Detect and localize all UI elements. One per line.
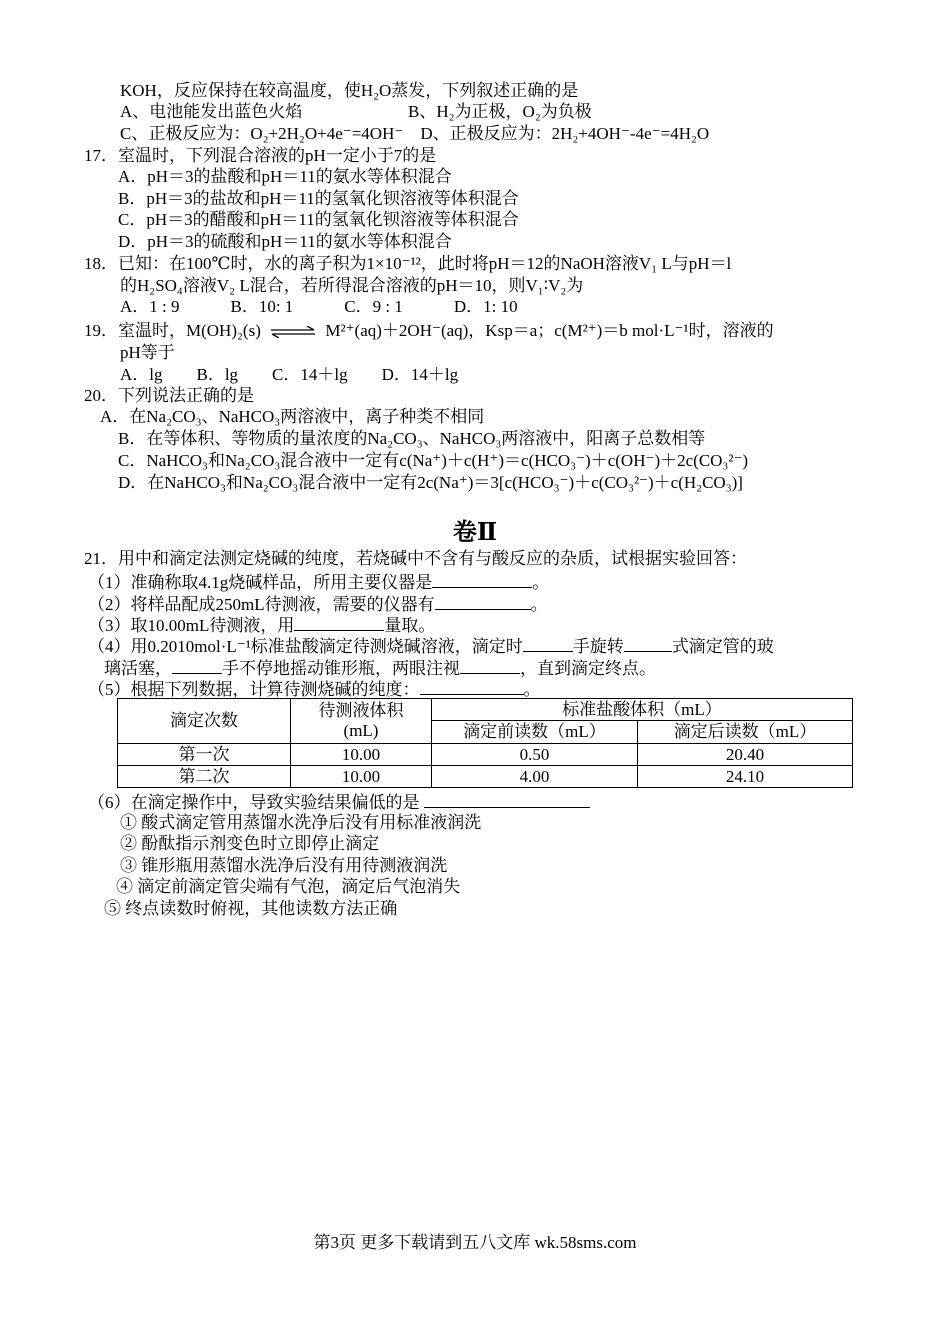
titration-data-table: [117, 698, 853, 788]
q17-option-c: C．pH＝3的醋酸和pH＝11的氢氧化钡溶液等体积混合: [118, 210, 519, 229]
q21-part-5-text: （5）根据下列数据，计算待测烧碱的纯度：: [88, 680, 420, 699]
row1-times: 第一次: [118, 744, 291, 766]
q21-choice-4: ④ 滴定前滴定管尖端有气泡，滴定后气泡消失: [116, 877, 461, 896]
answer-blank[interactable]: [624, 634, 672, 652]
header-after: 滴定后读数（mL）: [638, 721, 853, 744]
header-std-volume: 标准盐酸体积（mL）: [432, 699, 853, 721]
answer-blank[interactable]: [420, 677, 524, 695]
q21-part-5-end: 。: [523, 680, 541, 699]
section-title: 卷Ⅱ: [452, 520, 498, 546]
header-before: 滴定前读数（mL）: [432, 721, 638, 744]
q19-stem-right: M²⁺(aq)＋2OH⁻(aq)，Ksp＝a；c(M²⁺)＝b mol·L⁻¹时，溶液的: [325, 321, 774, 340]
q21-part-5: [88, 677, 541, 700]
row2-volume: 10.00: [291, 766, 432, 788]
answer-blank[interactable]: [460, 656, 520, 674]
header-volume-label: 待测液体积: [318, 701, 404, 720]
q18-options: A．1 : 9 B．10: 1 C．9 : 1 D．1: 10: [120, 297, 518, 316]
row2-after: 24.10: [638, 766, 853, 788]
q20-option-c: C．NaHCO₃和Na₂CO₃混合液中一定有c(Na⁺)＋c(H⁺)＝c(HCO₃⁻)＋c(OH⁻)＋2c(CO₃²⁻): [118, 451, 749, 470]
row1-volume: 10.00: [291, 744, 432, 766]
table-row: [118, 766, 853, 788]
q19-stem: [84, 320, 774, 341]
q16-stem-continued: KOH，反应保持在较高温度，使H₂O蒸发，下列叙述正确的是: [120, 81, 579, 100]
q21-part-4: [88, 634, 774, 657]
q21-part-4-cont: [104, 656, 656, 679]
q20-option-d: D．在NaHCO₃和Na₂CO₃混合液中一定有2c(Na⁺)＝3[c(HCO₃⁻)＋c(CO₃²⁻)＋c(H₂CO₃)]: [118, 473, 743, 492]
q21-part-2: [88, 592, 548, 615]
q18-stem: 18．已知：在100℃时，水的离子积为1×10⁻¹²，此时将pH＝12的NaOH溶液V₁ L与pH＝l: [84, 254, 732, 273]
q18-stem-2: 的H₂SO₄溶液V₂ L混合，若所得混合溶液的pH＝10，则V₁∶V₂为: [120, 276, 584, 295]
q19-stem-2: pH等于: [120, 343, 175, 362]
row1-after: 20.40: [638, 744, 853, 766]
answer-blank[interactable]: [435, 592, 531, 610]
q21-part-1: [88, 570, 549, 593]
q17-stem: 17．室温时，下列混合溶液的pH一定小于7的是: [84, 146, 437, 165]
q17-option-d: D．pH＝3的硫酸和pH＝11的氨水等体积混合: [118, 232, 452, 251]
q21-part-1-text: （1）准确称取4.1g烧碱样品，所用主要仪器是: [88, 573, 433, 592]
table-row: [118, 744, 853, 766]
answer-blank[interactable]: [523, 634, 573, 652]
header-times: 滴定次数: [118, 699, 291, 744]
answer-blank[interactable]: [294, 613, 384, 631]
q21-part-4-text-2: 手旋转: [572, 637, 624, 656]
q17-option-a: A．pH＝3的盐酸和pH＝11的氨水等体积混合: [118, 167, 452, 186]
q21-choice-5: ⑤ 终点读数时俯视，其他读数方法正确: [104, 899, 398, 918]
q21-part-6-text: （6）在滴定操作中，导致实验结果偏低的是: [88, 793, 420, 812]
q19-options: A．lg B．lg C．14＋lg D．14＋lg: [120, 365, 459, 384]
q21-choice-1: ① 酸式滴定管用蒸馏水洗净后没有用标准液润洗: [120, 813, 482, 832]
q21-choice-2: ② 酚酞指示剂变色时立即停止滴定: [120, 834, 380, 853]
q21-part-1-end: 。: [532, 573, 550, 592]
q20-stem: 20．下列说法正确的是: [84, 386, 254, 405]
q21-stem: 21．用中和滴定法测定烧碱的纯度，若烧碱中不含有与酸反应的杂质，试根据实验回答：: [84, 549, 747, 568]
q21-part-4-text-3: 式滴定管的玻: [671, 637, 774, 656]
answer-blank[interactable]: [172, 656, 222, 674]
row2-times: 第二次: [118, 766, 291, 788]
q21-part-4-text-5: 手不停地摇动锥形瓶，两眼注视: [222, 659, 460, 678]
q21-part-3-end: 量取。: [384, 616, 436, 635]
q21-part-4-text-4: 璃活塞，: [104, 659, 172, 678]
answer-blank[interactable]: [432, 570, 532, 588]
q17-option-b: B．pH＝3的盐故和pH＝11的氢氧化钡溶液等体积混合: [118, 189, 519, 208]
equilibrium-arrow-icon: [269, 326, 317, 338]
q16-option-b: B、H₂为正极，O₂为负极: [408, 102, 592, 121]
page-footer: 第3页 更多下载请到五八文库 wk.58sms.com: [313, 1233, 637, 1252]
q16-option-a: A、电池能发出蓝色火焰: [120, 102, 303, 121]
q16-option-cd: C、正极反应为：O₂+2H₂O+4e⁻=4OH⁻ D、正极反应为：2H₂+4OH⁻-4e⁻=4H₂O: [120, 124, 710, 143]
header-volume-unit: (mL): [343, 721, 379, 740]
q21-part-3: [88, 613, 435, 636]
row2-before: 4.00: [432, 766, 638, 788]
row1-before: 0.50: [432, 744, 638, 766]
q21-part-2-end: 。: [530, 595, 548, 614]
header-volume: [291, 699, 432, 744]
q20-option-a: A．在Na₂CO₃、NaHCO₃两溶液中，离子种类不相同: [100, 407, 485, 426]
q19-stem-left: 19．室温时，M(OH)₂(s): [84, 321, 261, 340]
q21-part-6: [88, 790, 590, 813]
q20-option-b: B．在等体积、等物质的量浓度的Na₂CO₃、NaHCO₃两溶液中，阳离子总数相等: [118, 429, 706, 448]
answer-blank[interactable]: [424, 790, 590, 808]
q21-choice-3: ③ 锥形瓶用蒸馏水洗净后没有用待测液润洗: [120, 856, 448, 875]
q21-part-3-text: （3）取10.00mL待测液，用: [88, 616, 295, 635]
q21-part-4-text: （4）用0.2010mol·L⁻¹标准盐酸滴定待测烧碱溶液，滴定时: [88, 637, 523, 656]
q21-part-2-text: （2）将样品配成250mL待测液，需要的仪器有: [88, 595, 435, 614]
q21-part-4-text-6: ，直到滴定终点。: [520, 659, 656, 678]
